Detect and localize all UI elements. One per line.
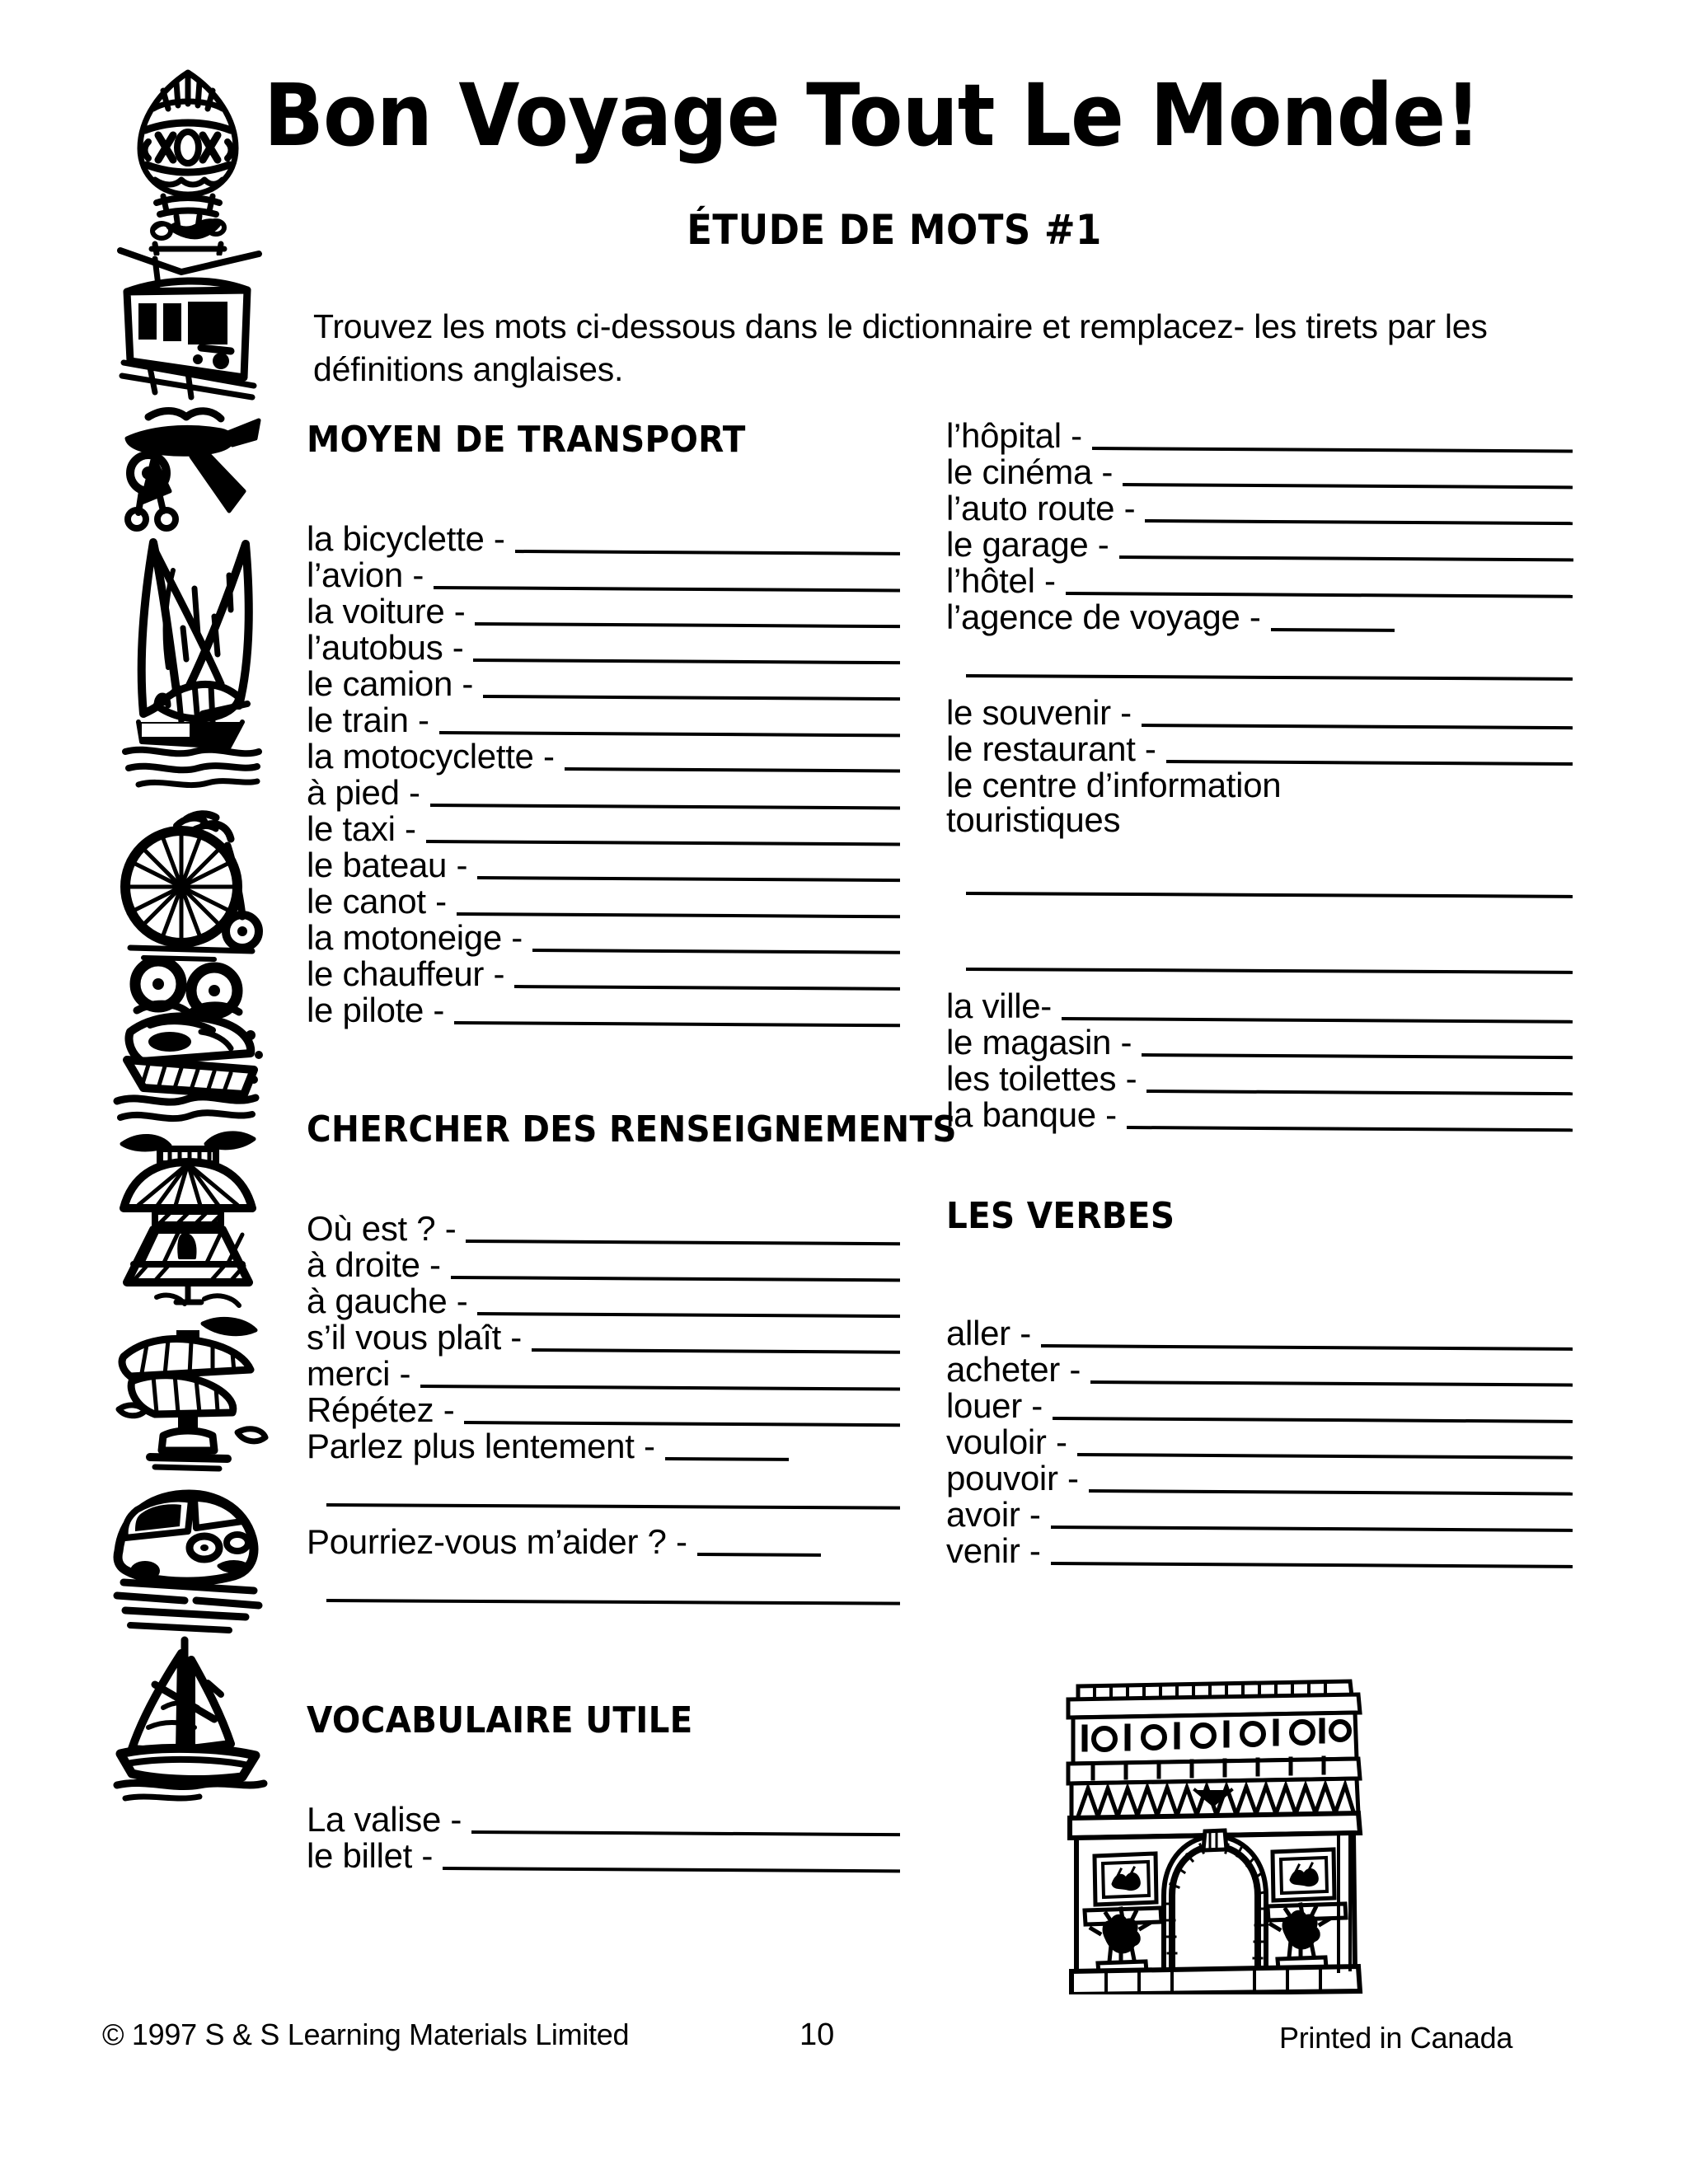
answer-blank[interactable]: [477, 1312, 900, 1318]
entry-row[interactable]: [946, 1531, 1573, 1570]
answer-blank[interactable]: [430, 804, 900, 809]
answer-blank[interactable]: [443, 1867, 900, 1872]
page-title: Bon Voyage Tout Le Monde!: [264, 65, 1480, 166]
section-heading-renseignements: CHERCHER DES RENSEIGNEMENTS: [307, 1108, 957, 1151]
entry-row[interactable]: [307, 1522, 900, 1561]
entry-row[interactable]: [946, 527, 1573, 564]
entry-row[interactable]: [307, 954, 900, 993]
entry-label-wrapped-line1: le centre d’information: [946, 766, 1282, 804]
answer-blank[interactable]: [1127, 1126, 1573, 1132]
entry-row[interactable]: [307, 1209, 900, 1248]
entry-label: la banque -: [946, 1095, 1117, 1134]
entry-label: avoir -: [946, 1495, 1041, 1534]
entry-row[interactable]: [307, 1320, 900, 1357]
answer-blank[interactable]: [515, 550, 900, 555]
entry-label: Répétez -: [307, 1390, 455, 1429]
answer-blank[interactable]: [532, 949, 900, 954]
entry-label: le cinéma -: [946, 452, 1114, 491]
entry-row[interactable]: [946, 416, 1573, 455]
answer-blank[interactable]: [1092, 447, 1573, 453]
tram-icon: [106, 239, 270, 404]
answer-blank[interactable]: [434, 586, 900, 592]
answer-blank[interactable]: [532, 1348, 900, 1354]
entry-label: aller -: [946, 1314, 1031, 1352]
entry-label: Où est ? -: [307, 1209, 457, 1248]
entry-row[interactable]: [946, 491, 1573, 527]
answer-blank[interactable]: [477, 876, 900, 882]
answer-blank[interactable]: [466, 1240, 900, 1245]
answer-blank[interactable]: [1062, 1017, 1573, 1024]
answer-blank[interactable]: [1051, 1526, 1573, 1532]
entry-label: venir -: [946, 1531, 1041, 1570]
printed-in-notice: Printed in Canada: [1279, 2021, 1513, 2055]
answer-blank[interactable]: [426, 840, 900, 846]
entry-label: le garage -: [946, 525, 1109, 564]
entry-label: l’hôtel -: [946, 561, 1056, 600]
entry-label: la voiture -: [307, 592, 466, 630]
entry-row[interactable]: [307, 594, 900, 630]
answer-blank-continuation[interactable]: [946, 875, 1573, 913]
entry-label-wrapped-line2: touristiques: [946, 800, 1121, 839]
entry-label: le billet -: [307, 1836, 434, 1875]
section-heading-vocabulaire: VOCABULAIRE UTILE: [307, 1699, 693, 1741]
entry-row[interactable]: [946, 1497, 1573, 1534]
entry-row[interactable]: [307, 664, 900, 703]
entry-label: à gauche -: [307, 1282, 468, 1320]
entry-row[interactable]: [946, 600, 1573, 636]
car-icon: [106, 1480, 270, 1637]
entry-label: l’auto route -: [946, 489, 1136, 527]
penny-farthing-bicycle-icon: [106, 808, 270, 972]
entry-row[interactable]: [307, 918, 900, 957]
answer-blank[interactable]: [514, 985, 900, 991]
answer-blank[interactable]: [454, 1021, 900, 1027]
entry-row[interactable]: [307, 739, 900, 776]
entry-row[interactable]: [946, 452, 1573, 491]
instructions-text: Trouvez les mots ci-dessous dans le dictionnaire et remplacez- les tirets par les définitions anglaises.: [313, 307, 1488, 389]
answer-blank[interactable]: [1146, 1090, 1573, 1095]
entry-label: la motocyclette -: [307, 737, 555, 776]
entry-row[interactable]: [946, 693, 1573, 732]
left-column: [307, 419, 957, 1875]
hot-air-balloon-icon: [106, 66, 270, 255]
answer-blank[interactable]: [1142, 724, 1573, 729]
entry-label: le taxi -: [307, 809, 416, 848]
right-column: [946, 416, 1573, 1570]
ornithopter-icon: [106, 1129, 270, 1319]
answer-blank-continuation[interactable]: [946, 658, 1573, 696]
answer-blank-continuation[interactable]: [307, 1487, 900, 1525]
entry-label: la bicyclette -: [307, 519, 505, 558]
answer-blank[interactable]: [483, 695, 900, 701]
entry-label: La valise -: [307, 1800, 462, 1839]
page-number: 10: [799, 2018, 835, 2052]
entry-label: le restaurant -: [946, 729, 1156, 768]
answer-blank[interactable]: [420, 1385, 900, 1391]
answer-blank[interactable]: [1271, 628, 1395, 632]
answer-blank[interactable]: [1142, 1053, 1573, 1059]
entry-row[interactable]: [946, 1025, 1573, 1062]
entry-row[interactable]: [307, 809, 900, 848]
entry-row[interactable]: [946, 1095, 1573, 1134]
page-footer: [0, 2018, 1688, 2075]
entry-label: vouloir -: [946, 1422, 1067, 1461]
entry-row[interactable]: [307, 993, 900, 1029]
entry-label: l’hôpital -: [946, 416, 1082, 455]
entry-row[interactable]: [307, 848, 900, 884]
entry-label: le magasin -: [946, 1023, 1132, 1062]
answer-blank[interactable]: [1053, 1417, 1573, 1423]
speedboat-icon: [106, 956, 270, 1137]
entry-label: acheter -: [946, 1350, 1081, 1389]
entry-label: le canot -: [307, 882, 447, 921]
answer-blank-continuation[interactable]: [946, 951, 1573, 989]
section-heading-transport: MOYEN DE TRANSPORT: [307, 419, 746, 461]
entry-row[interactable]: [307, 555, 900, 594]
entry-label: merci -: [307, 1354, 411, 1393]
entry-row[interactable]: [307, 1836, 900, 1875]
answer-blank[interactable]: [1041, 1344, 1573, 1351]
entry-label: à pied -: [307, 773, 420, 812]
entry-label: la motoneige -: [307, 918, 523, 957]
entry-label: Pourriez-vous m’aider ? -: [307, 1522, 687, 1561]
entry-row[interactable]: [946, 989, 1573, 1025]
answer-blank[interactable]: [565, 767, 900, 772]
entry-row[interactable]: [946, 1386, 1573, 1425]
entry-row[interactable]: [946, 1352, 1573, 1389]
entry-row[interactable]: [946, 1059, 1573, 1098]
entry-row[interactable]: [307, 1802, 900, 1839]
answer-blank[interactable]: [1051, 1562, 1573, 1568]
entry-row[interactable]: [307, 519, 900, 558]
answer-blank[interactable]: [475, 622, 900, 628]
entry-label: le bateau -: [307, 846, 468, 884]
entry-label: le souvenir -: [946, 693, 1132, 732]
entry-row[interactable]: [307, 1429, 900, 1465]
entry-label: s’il vous plaît -: [307, 1318, 522, 1357]
answer-blank[interactable]: [1077, 1453, 1573, 1460]
arc-de-triomphe-icon: [1048, 1648, 1378, 1994]
answer-blank[interactable]: [473, 658, 900, 664]
sailboat-small-icon: [106, 1632, 270, 1805]
margin-illustration-strip: [106, 66, 279, 1961]
answer-blank[interactable]: [665, 1457, 789, 1461]
entry-row[interactable]: [946, 1316, 1573, 1352]
answer-blank[interactable]: [1118, 555, 1573, 561]
entry-label: pouvoir -: [946, 1459, 1079, 1497]
entry-row[interactable]: [307, 703, 900, 739]
section-heading-verbes: LES VERBES: [946, 1195, 1175, 1237]
answer-blank[interactable]: [1145, 519, 1573, 525]
entry-label: à droite -: [307, 1245, 441, 1284]
answer-blank[interactable]: [451, 1276, 900, 1282]
airplane-icon: [106, 387, 270, 536]
entry-label: la ville-: [946, 987, 1052, 1025]
entry-row[interactable]: [946, 561, 1573, 600]
entry-row[interactable]: [307, 1354, 900, 1393]
entry-row[interactable]: [946, 1422, 1573, 1461]
entry-label: l’agence de voyage -: [946, 598, 1261, 636]
entry-row[interactable]: [946, 1461, 1573, 1497]
entry-row[interactable]: [307, 1284, 900, 1320]
entry-row[interactable]: [307, 1390, 900, 1429]
answer-blank[interactable]: [457, 912, 900, 918]
entry-label: l’autobus -: [307, 628, 464, 667]
entry-row[interactable]: [307, 884, 900, 921]
entry-row[interactable]: [307, 1245, 900, 1284]
entry-label: les toilettes -: [946, 1059, 1137, 1098]
entry-row[interactable]: [307, 773, 900, 812]
answer-blank[interactable]: [1089, 1489, 1573, 1496]
entry-label: le camion -: [307, 664, 474, 703]
answer-blank[interactable]: [1090, 1380, 1573, 1387]
answer-blank[interactable]: [697, 1553, 821, 1557]
entry-label: louer -: [946, 1386, 1043, 1425]
entry-row[interactable]: [307, 630, 900, 667]
answer-blank[interactable]: [471, 1830, 900, 1836]
answer-blank-continuation[interactable]: [307, 1582, 900, 1620]
entry-label: le train -: [307, 701, 429, 739]
entry-label: le chauffeur -: [307, 954, 505, 993]
entry-label: l’avion -: [307, 555, 424, 594]
entry-label: le pilote -: [307, 991, 445, 1029]
copyright-notice: © 1997 S & S Learning Materials Limited: [102, 2018, 630, 2051]
answer-blank[interactable]: [1123, 483, 1573, 489]
sailboat-icon: [106, 527, 270, 808]
answer-blank[interactable]: [1166, 760, 1573, 766]
page-subtitle: ÉTUDE DE MOTS #1: [687, 206, 1102, 254]
flying-machine-icon: [106, 1310, 270, 1475]
entry-row[interactable]: [946, 729, 1573, 768]
entry-label: Parlez plus lentement -: [307, 1427, 655, 1465]
